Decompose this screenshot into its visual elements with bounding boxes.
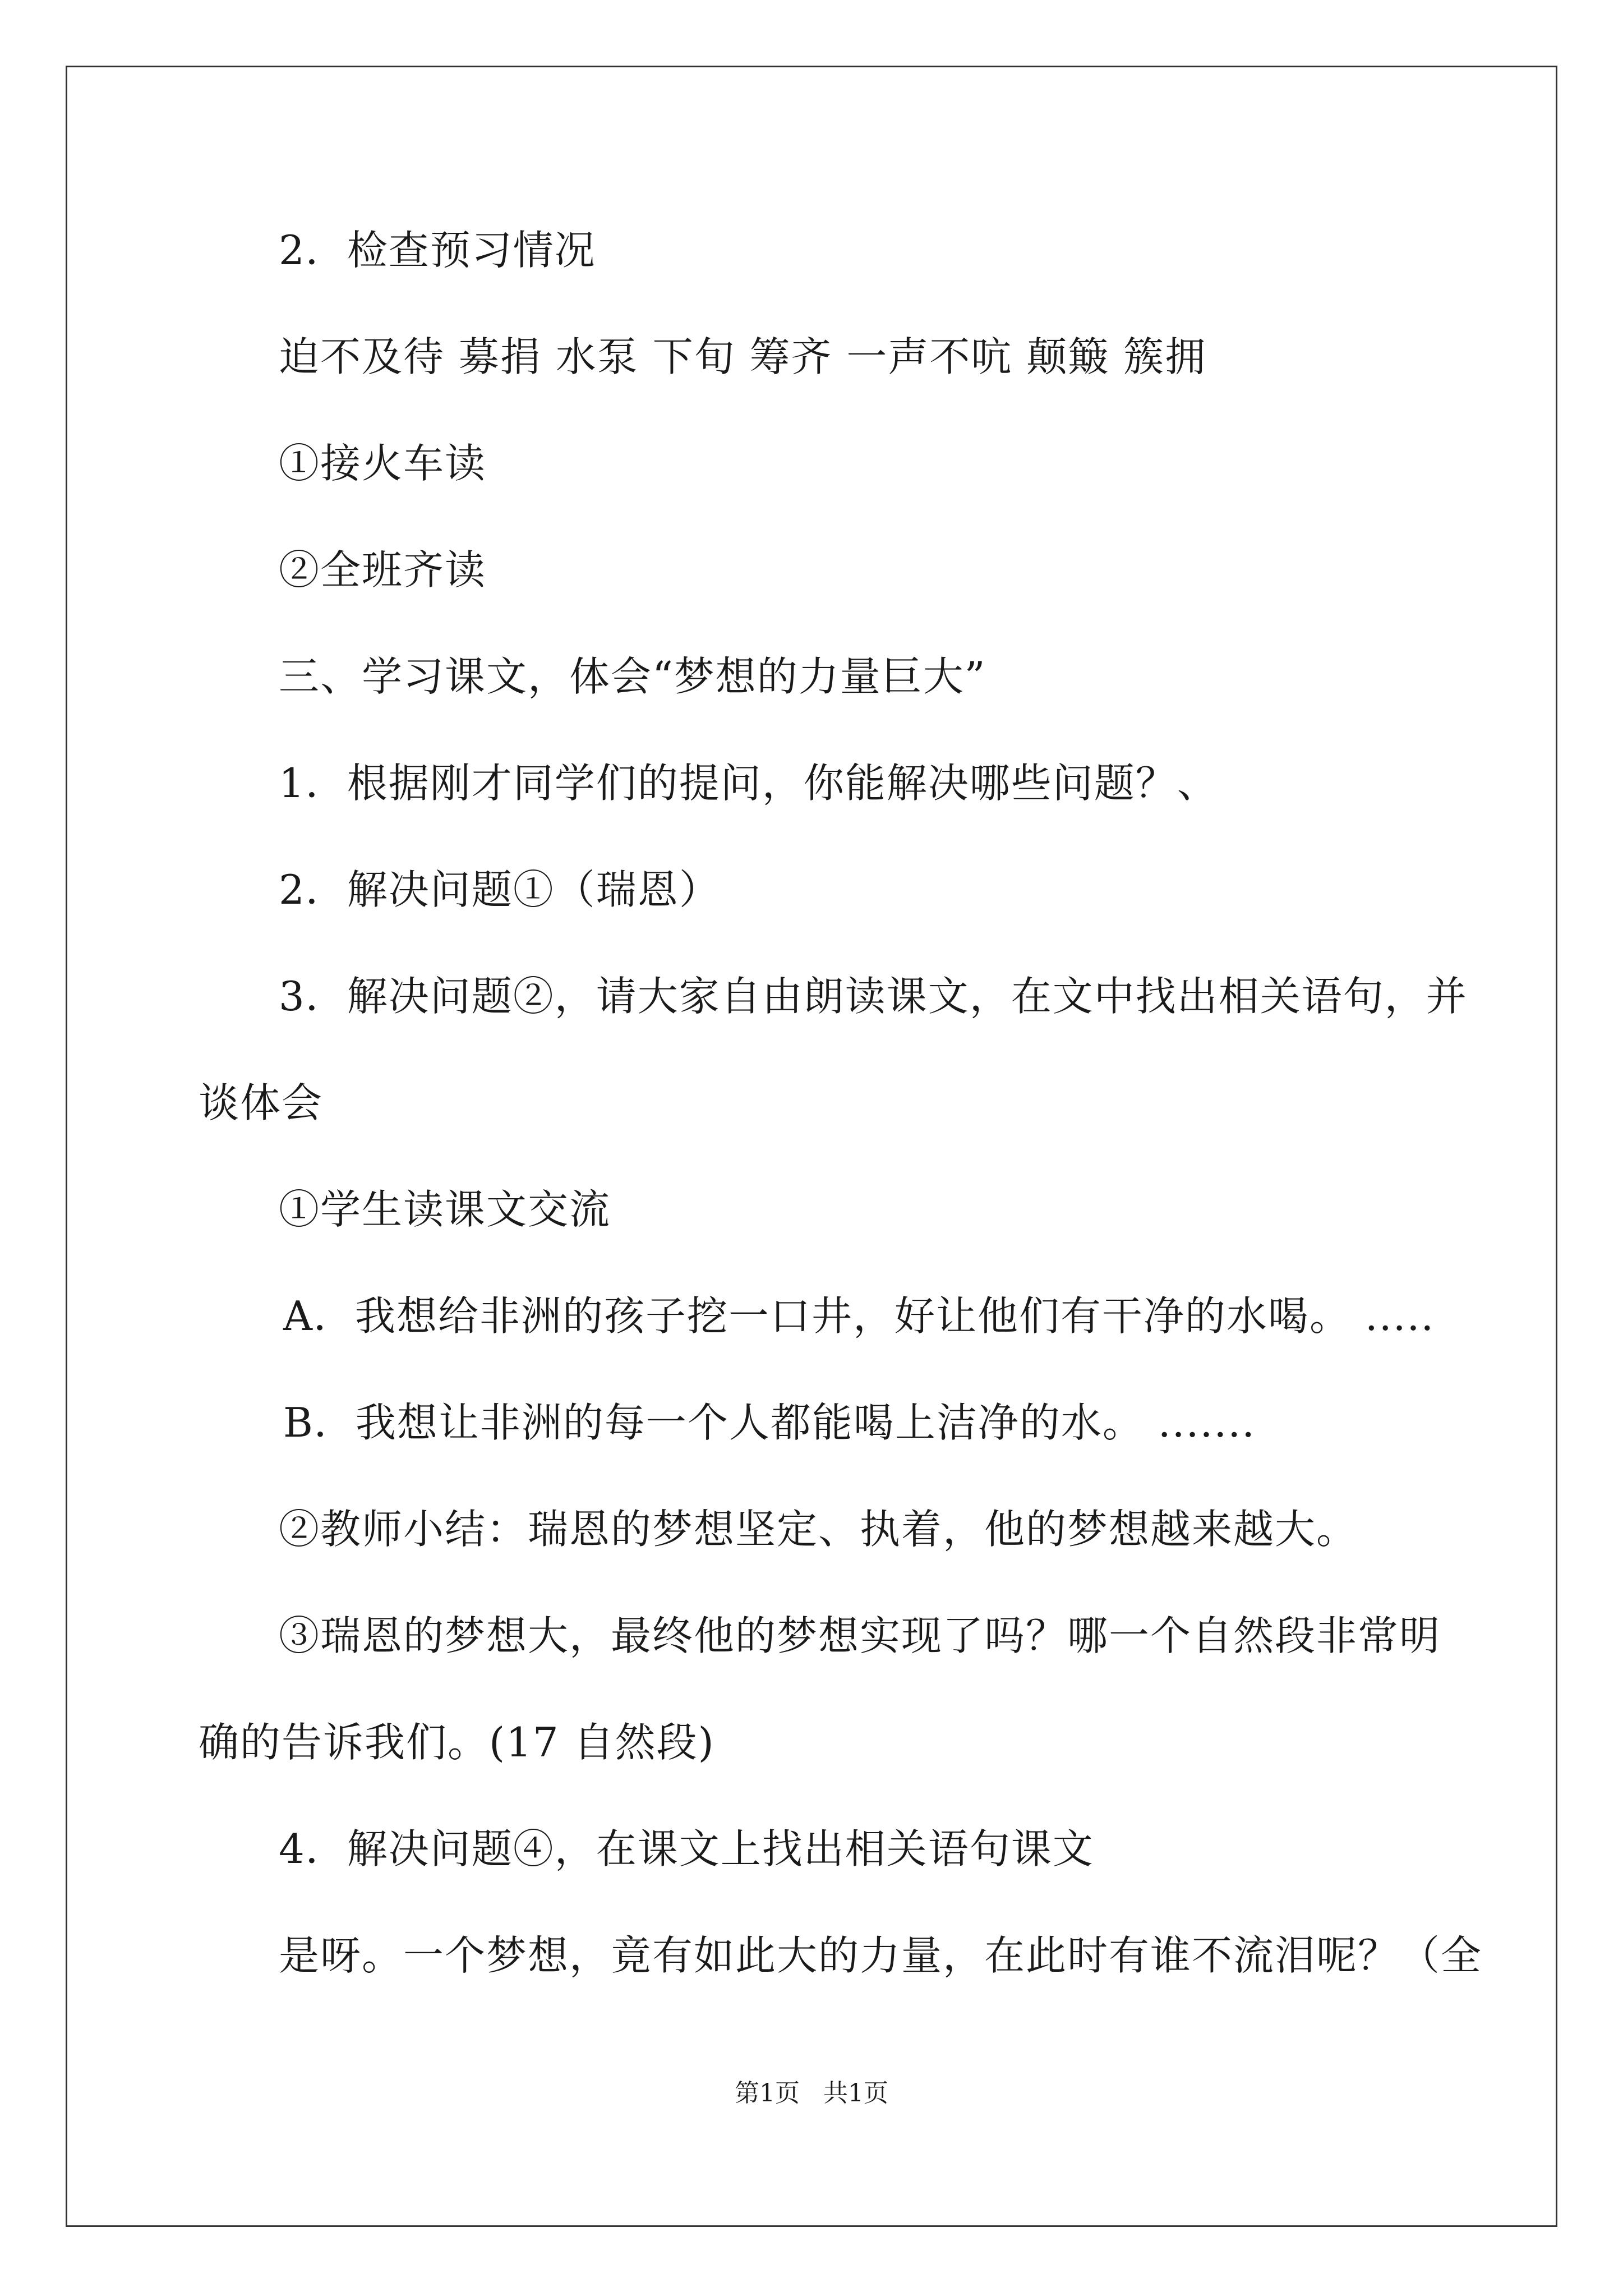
text-line-12: B．我想让非洲的每一个人都能喝上洁净的水。 ....... [283, 1399, 1256, 1446]
text-line-6: 1．根据刚才同学们的提问，你能解决哪些问题？、 [279, 760, 1219, 807]
text-line-13: ②教师小结：瑞恩的梦想坚定、执着，他的梦想越来越大。 [279, 1506, 1358, 1553]
page-border [66, 66, 1557, 2227]
text-line-7: 2．解决问题①（瑞恩） [279, 866, 721, 913]
section-heading: 三、学习课文，体会“梦想的力量巨大” [279, 653, 986, 700]
text-line-1: 2．检查预习情况 [279, 227, 596, 274]
text-line-11: A．我想给非洲的孩子挖一口井，好让他们有干净的水喝。 ..... [283, 1292, 1435, 1340]
text-line-9: 谈体会 [199, 1079, 324, 1126]
text-line-15: 确的告诉我们。(17 自然段) [199, 1719, 715, 1766]
text-line-3: ①接火车读 [279, 440, 487, 487]
text-line-4: ②全班齐读 [279, 546, 487, 593]
text-line-14: ③瑞恩的梦想大，最终他的梦想实现了吗？哪一个自然段非常明 [279, 1612, 1441, 1659]
text-line-8: 3．解决问题②，请大家自由朗读课文，在文中找出相关语句，并 [279, 973, 1468, 1020]
text-line-2: 迫不及待 募捐 水泵 下旬 筹齐 一声不吭 颠簸 簇拥 [279, 333, 1207, 380]
text-line-16: 4．解决问题④，在课文上找出相关语句课文 [279, 1825, 1094, 1872]
page-footer: 第1页 共1页 [735, 2079, 888, 2108]
text-line-10: ①学生读课文交流 [279, 1186, 611, 1233]
text-line-17: 是呀。一个梦想，竟有如此大的力量，在此时有谁不流泪呢？（全 [279, 1932, 1483, 1979]
